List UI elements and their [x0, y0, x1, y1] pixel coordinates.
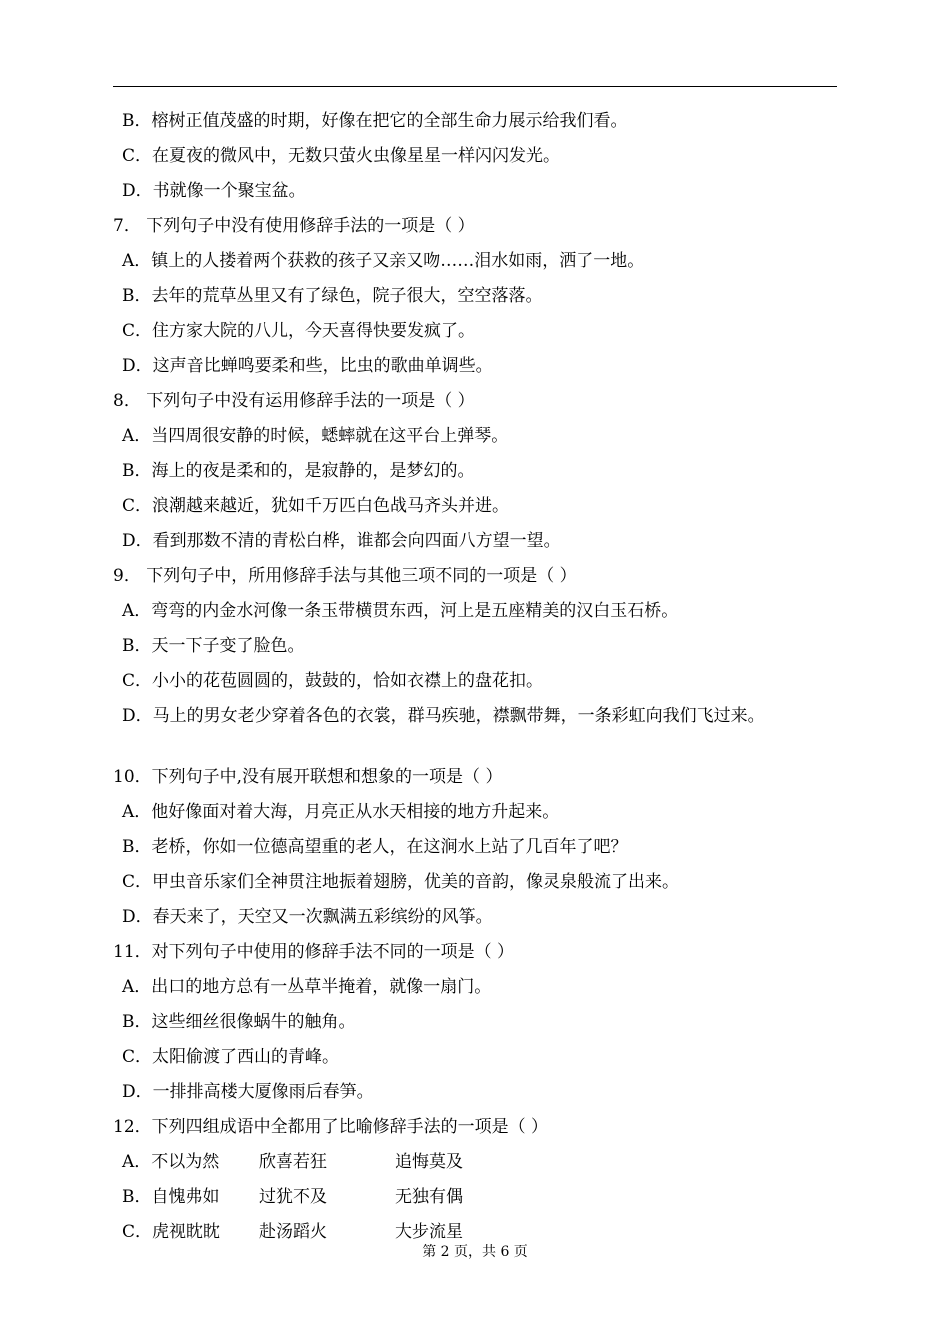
question-11-option-c: C．太阳偷渡了西山的青峰。 [122, 1047, 340, 1067]
question-8-option-c: C．浪潮越来越近，犹如千万匹白色战马齐头并进。 [122, 496, 510, 516]
spacer [113, 734, 843, 760]
question-12-option-b [113, 1180, 843, 1215]
question-7-option-b: B．去年的荒草丛里又有了绿色，院子很大，空空落落。 [122, 286, 543, 306]
option-a-idiom-2: 欣喜若狂 [259, 1152, 327, 1172]
page-footer: 第 2 页，共 6 页 [422, 1244, 528, 1260]
question-9-stem: 9． 下列句子中，所用修辞手法与其他三项不同的一项是（ ） [113, 566, 577, 586]
question-10-stem: 10．下列句子中,没有展开联想和想象的一项是（ ） [113, 767, 503, 787]
question-11-option-d: D．一排排高楼大厦像雨后春笋。 [122, 1082, 374, 1102]
option-a-idiom-1: A．不以为然 [122, 1152, 220, 1172]
prev-option-b: B．榕树正值茂盛的时期，好像在把它的全部生命力展示给我们看。 [122, 111, 628, 131]
option-a-idiom-3: 追悔莫及 [395, 1152, 463, 1172]
option-b-idiom-2: 过犹不及 [259, 1187, 327, 1207]
question-11-option-a: A．出口的地方总有一丛草半掩着，就像一扇门。 [122, 977, 492, 997]
page-content [113, 104, 843, 1250]
question-10-option-c: C．甲虫音乐家们全神贯注地振着翅膀，优美的音韵，像灵泉般流了出来。 [122, 872, 680, 892]
question-8-stem: 8． 下列句子中没有运用修辞手法的一项是（ ） [113, 391, 475, 411]
prev-option-d: D．书就像一个聚宝盆。 [122, 181, 306, 201]
question-10-option-d: D．春天来了，天空又一次飘满五彩缤纷的风筝。 [122, 907, 493, 927]
option-c-idiom-3: 大步流星 [395, 1222, 463, 1242]
question-7-option-c: C．住方家大院的八儿，今天喜得快要发疯了。 [122, 321, 476, 341]
prev-option-c: C．在夏夜的微风中，无数只萤火虫像星星一样闪闪发光。 [122, 146, 561, 166]
question-10-option-a: A．他好像面对着大海，月亮正从水天相接的地方升起来。 [122, 802, 560, 822]
question-7-option-a: A．镇上的人搂着两个获救的孩子又亲又吻……泪水如雨，洒了一地。 [122, 251, 645, 271]
option-c-idiom-1: C．虎视眈眈 [122, 1222, 221, 1242]
question-9-option-b: B．天一下子变了脸色。 [122, 636, 305, 656]
question-9-option-d: D．马上的男女老少穿着各色的衣裳，群马疾驰，襟飘带舞，一条彩虹向我们飞过来。 [122, 706, 765, 726]
option-b-idiom-1: B．自愧弗如 [122, 1187, 220, 1207]
question-8-option-d: D．看到那数不清的青松白桦，谁都会向四面八方望一望。 [122, 531, 561, 551]
question-7-stem: 7． 下列句子中没有使用修辞手法的一项是（ ） [113, 216, 475, 236]
question-8-option-b: B．海上的夜是柔和的，是寂静的，是梦幻的。 [122, 461, 475, 481]
question-11-option-b: B．这些细丝很像蜗牛的触角。 [122, 1012, 356, 1032]
question-12-option-a [113, 1145, 843, 1180]
question-11-stem: 11．对下列句子中使用的修辞手法不同的一项是（ ） [113, 942, 515, 962]
question-10-option-b: B．老桥，你如一位德高望重的老人，在这涧水上站了几百年了吧？ [122, 837, 628, 857]
question-12-stem: 12．下列四组成语中全都用了比喻修辞手法的一项是（ ） [113, 1117, 549, 1137]
question-7-option-d: D．这声音比蝉鸣要柔和些，比虫的歌曲单调些。 [122, 356, 493, 376]
option-c-idiom-2: 赴汤蹈火 [259, 1222, 327, 1242]
question-9-option-c: C．小小的花苞圆圆的，鼓鼓的，恰如衣襟上的盘花扣。 [122, 671, 544, 691]
header-rule [113, 86, 837, 87]
question-9-option-a: A．弯弯的内金水河像一条玉带横贯东西，河上是五座精美的汉白玉石桥。 [122, 601, 679, 621]
option-b-idiom-3: 无独有偶 [395, 1187, 463, 1207]
question-8-option-a: A．当四周很安静的时候，蟋蟀就在这平台上弹琴。 [122, 426, 509, 446]
